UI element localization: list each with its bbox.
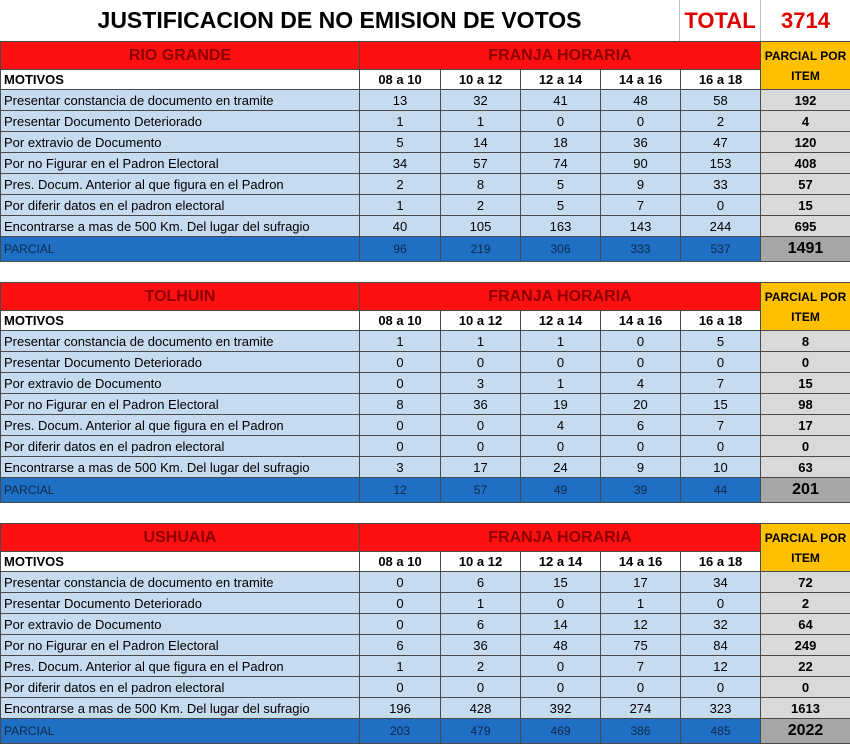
table-row <box>1 153 850 174</box>
total-label: TOTAL <box>680 0 761 41</box>
cell-value: 14 <box>521 614 601 635</box>
parcial-label: PARCIAL <box>1 478 360 503</box>
cell-value: 47 <box>681 132 761 153</box>
table-row <box>1 635 850 656</box>
cell-value: 2 <box>441 656 521 677</box>
parcial-value: 96 <box>360 237 441 262</box>
table-row <box>1 656 850 677</box>
table-row <box>1 373 850 394</box>
cell-value: 1 <box>521 331 601 352</box>
cell-value: 48 <box>601 90 681 111</box>
cell-value: 0 <box>441 436 521 457</box>
cell-value: 19 <box>521 394 601 415</box>
data-table <box>0 523 850 744</box>
cell-value: 36 <box>601 132 681 153</box>
cell-value: 2 <box>441 195 521 216</box>
cell-value: 14 <box>441 132 521 153</box>
cell-value: 0 <box>521 111 601 132</box>
parcial-label: PARCIAL <box>1 719 360 744</box>
item-total: 64 <box>761 614 850 635</box>
data-table <box>0 282 850 503</box>
table-row <box>1 331 850 352</box>
section-header-row <box>1 42 850 70</box>
cell-value: 0 <box>360 415 441 436</box>
cell-value: 17 <box>441 457 521 478</box>
cell-value: 41 <box>521 90 601 111</box>
item-total: 57 <box>761 174 850 195</box>
cell-value: 0 <box>360 373 441 394</box>
item-total: 17 <box>761 415 850 436</box>
cell-value: 24 <box>521 457 601 478</box>
cell-value: 15 <box>521 572 601 593</box>
parcial-value: 537 <box>681 237 761 262</box>
cell-value: 0 <box>360 614 441 635</box>
motivo-label: Pres. Docum. Anterior al que figura en el Padron <box>1 174 360 195</box>
cell-value: 6 <box>360 635 441 656</box>
cell-value: 0 <box>360 352 441 373</box>
cell-value: 75 <box>601 635 681 656</box>
cell-value: 0 <box>521 656 601 677</box>
cell-value: 0 <box>441 352 521 373</box>
cell-value: 0 <box>441 415 521 436</box>
item-total: 695 <box>761 216 850 237</box>
parcial-por-item-header: PARCIAL POR ITEM <box>761 42 850 90</box>
parcial-value: 485 <box>681 719 761 744</box>
franja-horaria-header: FRANJA HORARIA <box>360 283 761 311</box>
motivo-label: Por extravio de Documento <box>1 132 360 153</box>
item-total: 98 <box>761 394 850 415</box>
item-total: 0 <box>761 677 850 698</box>
cell-value: 0 <box>521 352 601 373</box>
motivo-label: Encontrarse a mas de 500 Km. Del lugar del sufragio <box>1 216 360 237</box>
item-total: 63 <box>761 457 850 478</box>
table-row <box>1 394 850 415</box>
cell-value: 0 <box>521 593 601 614</box>
cell-value: 6 <box>441 572 521 593</box>
subheader-row <box>1 70 850 90</box>
motivo-label: Por no Figurar en el Padron Electoral <box>1 635 360 656</box>
cell-value: 32 <box>441 90 521 111</box>
cell-value: 1 <box>601 593 681 614</box>
time-slot-header: 16 a 18 <box>681 70 761 90</box>
time-slot-header: 08 a 10 <box>360 311 441 331</box>
cell-value: 2 <box>681 111 761 132</box>
item-total: 2 <box>761 593 850 614</box>
item-total: 72 <box>761 572 850 593</box>
cell-value: 57 <box>441 153 521 174</box>
cell-value: 0 <box>360 572 441 593</box>
parcial-value: 479 <box>441 719 521 744</box>
parcial-total: 201 <box>761 478 850 503</box>
parcial-value: 333 <box>601 237 681 262</box>
parcial-value: 57 <box>441 478 521 503</box>
cell-value: 0 <box>360 677 441 698</box>
parcial-value: 44 <box>681 478 761 503</box>
cell-value: 0 <box>681 593 761 614</box>
parcial-value: 306 <box>521 237 601 262</box>
time-slot-header: 14 a 16 <box>601 311 681 331</box>
item-total: 8 <box>761 331 850 352</box>
cell-value: 1 <box>441 331 521 352</box>
cell-value: 18 <box>521 132 601 153</box>
motivo-label: Presentar Documento Deteriorado <box>1 111 360 132</box>
parcial-value: 203 <box>360 719 441 744</box>
cell-value: 5 <box>521 195 601 216</box>
parcial-total: 1491 <box>761 237 850 262</box>
time-slot-header: 12 a 14 <box>521 311 601 331</box>
motivos-header: MOTIVOS <box>1 552 360 572</box>
cell-value: 0 <box>601 352 681 373</box>
cell-value: 36 <box>441 635 521 656</box>
cell-value: 7 <box>681 415 761 436</box>
motivos-header: MOTIVOS <box>1 70 360 90</box>
parcial-value: 39 <box>601 478 681 503</box>
cell-value: 143 <box>601 216 681 237</box>
table-row <box>1 174 850 195</box>
cell-value: 20 <box>601 394 681 415</box>
motivo-label: Encontrarse a mas de 500 Km. Del lugar del sufragio <box>1 457 360 478</box>
cell-value: 9 <box>601 457 681 478</box>
cell-value: 196 <box>360 698 441 719</box>
cell-value: 0 <box>601 111 681 132</box>
table-row <box>1 698 850 719</box>
cell-value: 0 <box>360 436 441 457</box>
cell-value: 6 <box>601 415 681 436</box>
cell-value: 15 <box>681 394 761 415</box>
section-header-row <box>1 524 850 552</box>
parcial-por-item-header: PARCIAL POR ITEM <box>761 524 850 572</box>
cell-value: 48 <box>521 635 601 656</box>
item-total: 4 <box>761 111 850 132</box>
cell-value: 13 <box>360 90 441 111</box>
time-slot-header: 16 a 18 <box>681 552 761 572</box>
cell-value: 244 <box>681 216 761 237</box>
cell-value: 428 <box>441 698 521 719</box>
cell-value: 153 <box>681 153 761 174</box>
motivo-label: Presentar constancia de documento en tramite <box>1 331 360 352</box>
section-tolhuin <box>0 282 850 503</box>
item-total: 408 <box>761 153 850 174</box>
cell-value: 5 <box>360 132 441 153</box>
motivo-label: Encontrarse a mas de 500 Km. Del lugar del sufragio <box>1 698 360 719</box>
cell-value: 323 <box>681 698 761 719</box>
table-row <box>1 111 850 132</box>
cell-value: 105 <box>441 216 521 237</box>
cell-value: 1 <box>441 593 521 614</box>
motivo-label: Presentar constancia de documento en tramite <box>1 572 360 593</box>
franja-horaria-header: FRANJA HORARIA <box>360 42 761 70</box>
cell-value: 3 <box>360 457 441 478</box>
title-row <box>0 0 850 41</box>
motivo-label: Por extravio de Documento <box>1 373 360 394</box>
item-total: 120 <box>761 132 850 153</box>
item-total: 0 <box>761 436 850 457</box>
motivo-label: Pres. Docum. Anterior al que figura en el Padron <box>1 656 360 677</box>
franja-horaria-header: FRANJA HORARIA <box>360 524 761 552</box>
motivo-label: Presentar constancia de documento en tramite <box>1 90 360 111</box>
cell-value: 12 <box>601 614 681 635</box>
item-total: 15 <box>761 373 850 394</box>
cell-value: 5 <box>681 331 761 352</box>
motivo-label: Por no Figurar en el Padron Electoral <box>1 153 360 174</box>
total-value: 3714 <box>781 8 830 33</box>
cell-value: 1 <box>360 195 441 216</box>
cell-value: 17 <box>601 572 681 593</box>
cell-value: 58 <box>681 90 761 111</box>
parcial-value: 219 <box>441 237 521 262</box>
cell-value: 4 <box>521 415 601 436</box>
cell-value: 12 <box>681 656 761 677</box>
cell-value: 1 <box>360 331 441 352</box>
cell-value: 2 <box>360 174 441 195</box>
motivo-label: Por diferir datos en el padron electoral <box>1 195 360 216</box>
cell-value: 1 <box>360 656 441 677</box>
cell-value: 33 <box>681 174 761 195</box>
item-total: 192 <box>761 90 850 111</box>
cell-value: 40 <box>360 216 441 237</box>
cell-value: 7 <box>681 373 761 394</box>
item-total: 249 <box>761 635 850 656</box>
subheader-row <box>1 552 850 572</box>
table-row <box>1 457 850 478</box>
section-rio-grande <box>0 41 850 262</box>
cell-value: 3 <box>441 373 521 394</box>
table-row <box>1 415 850 436</box>
motivo-label: Por diferir datos en el padron electoral <box>1 677 360 698</box>
motivo-label: Por diferir datos en el padron electoral <box>1 436 360 457</box>
parcial-total: 2022 <box>761 719 850 744</box>
table-row <box>1 90 850 111</box>
subheader-row <box>1 311 850 331</box>
cell-value: 0 <box>681 436 761 457</box>
cell-value: 34 <box>360 153 441 174</box>
time-slot-header: 10 a 12 <box>441 70 521 90</box>
table-row <box>1 132 850 153</box>
cell-value: 8 <box>441 174 521 195</box>
cell-value: 5 <box>521 174 601 195</box>
cell-value: 8 <box>360 394 441 415</box>
parcial-value: 386 <box>601 719 681 744</box>
cell-value: 34 <box>681 572 761 593</box>
cell-value: 1 <box>521 373 601 394</box>
motivo-label: Pres. Docum. Anterior al que figura en el Padron <box>1 415 360 436</box>
table-row <box>1 593 850 614</box>
time-slot-header: 08 a 10 <box>360 70 441 90</box>
parcial-value: 49 <box>521 478 601 503</box>
cell-value: 36 <box>441 394 521 415</box>
time-slot-header: 12 a 14 <box>521 70 601 90</box>
section-name: USHUAIA <box>1 524 360 552</box>
cell-value: 0 <box>601 677 681 698</box>
section-name: TOLHUIN <box>1 283 360 311</box>
cell-value: 4 <box>601 373 681 394</box>
time-slot-header: 14 a 16 <box>601 552 681 572</box>
table-row <box>1 614 850 635</box>
parcial-row <box>1 237 850 262</box>
time-slot-header: 12 a 14 <box>521 552 601 572</box>
parcial-value: 12 <box>360 478 441 503</box>
parcial-label: PARCIAL <box>1 237 360 262</box>
cell-value: 0 <box>521 677 601 698</box>
section-header-row <box>1 283 850 311</box>
cell-value: 0 <box>681 352 761 373</box>
motivo-label: Presentar Documento Deteriorado <box>1 593 360 614</box>
table-row <box>1 677 850 698</box>
cell-value: 7 <box>601 195 681 216</box>
table-row <box>1 195 850 216</box>
data-table <box>0 41 850 262</box>
parcial-row <box>1 478 850 503</box>
section-ushuaia <box>0 523 850 744</box>
time-slot-header: 16 a 18 <box>681 311 761 331</box>
time-slot-header: 10 a 12 <box>441 311 521 331</box>
cell-value: 90 <box>601 153 681 174</box>
cell-value: 9 <box>601 174 681 195</box>
cell-value: 163 <box>521 216 601 237</box>
cell-value: 7 <box>601 656 681 677</box>
cell-value: 1 <box>441 111 521 132</box>
cell-value: 74 <box>521 153 601 174</box>
motivo-label: Presentar Documento Deteriorado <box>1 352 360 373</box>
page-title: JUSTIFICACION DE NO EMISION DE VOTOS <box>0 0 680 41</box>
table-row <box>1 216 850 237</box>
cell-value: 0 <box>441 677 521 698</box>
table-row <box>1 572 850 593</box>
section-name: RIO GRANDE <box>1 42 360 70</box>
cell-value: 274 <box>601 698 681 719</box>
parcial-row <box>1 719 850 744</box>
cell-value: 0 <box>601 436 681 457</box>
cell-value: 0 <box>681 195 761 216</box>
cell-value: 0 <box>360 593 441 614</box>
cell-value: 392 <box>521 698 601 719</box>
cell-value: 1 <box>360 111 441 132</box>
motivo-label: Por no Figurar en el Padron Electoral <box>1 394 360 415</box>
time-slot-header: 10 a 12 <box>441 552 521 572</box>
item-total: 0 <box>761 352 850 373</box>
cell-value: 84 <box>681 635 761 656</box>
parcial-value: 469 <box>521 719 601 744</box>
cell-value: 0 <box>521 436 601 457</box>
cell-value: 0 <box>601 331 681 352</box>
time-slot-header: 08 a 10 <box>360 552 441 572</box>
item-total: 1613 <box>761 698 850 719</box>
motivos-header: MOTIVOS <box>1 311 360 331</box>
item-total: 15 <box>761 195 850 216</box>
table-row <box>1 436 850 457</box>
table-row <box>1 352 850 373</box>
cell-value: 10 <box>681 457 761 478</box>
cell-value: 6 <box>441 614 521 635</box>
cell-value: 0 <box>681 677 761 698</box>
parcial-por-item-header: PARCIAL POR ITEM <box>761 283 850 331</box>
time-slot-header: 14 a 16 <box>601 70 681 90</box>
cell-value: 32 <box>681 614 761 635</box>
motivo-label: Por extravio de Documento <box>1 614 360 635</box>
item-total: 22 <box>761 656 850 677</box>
